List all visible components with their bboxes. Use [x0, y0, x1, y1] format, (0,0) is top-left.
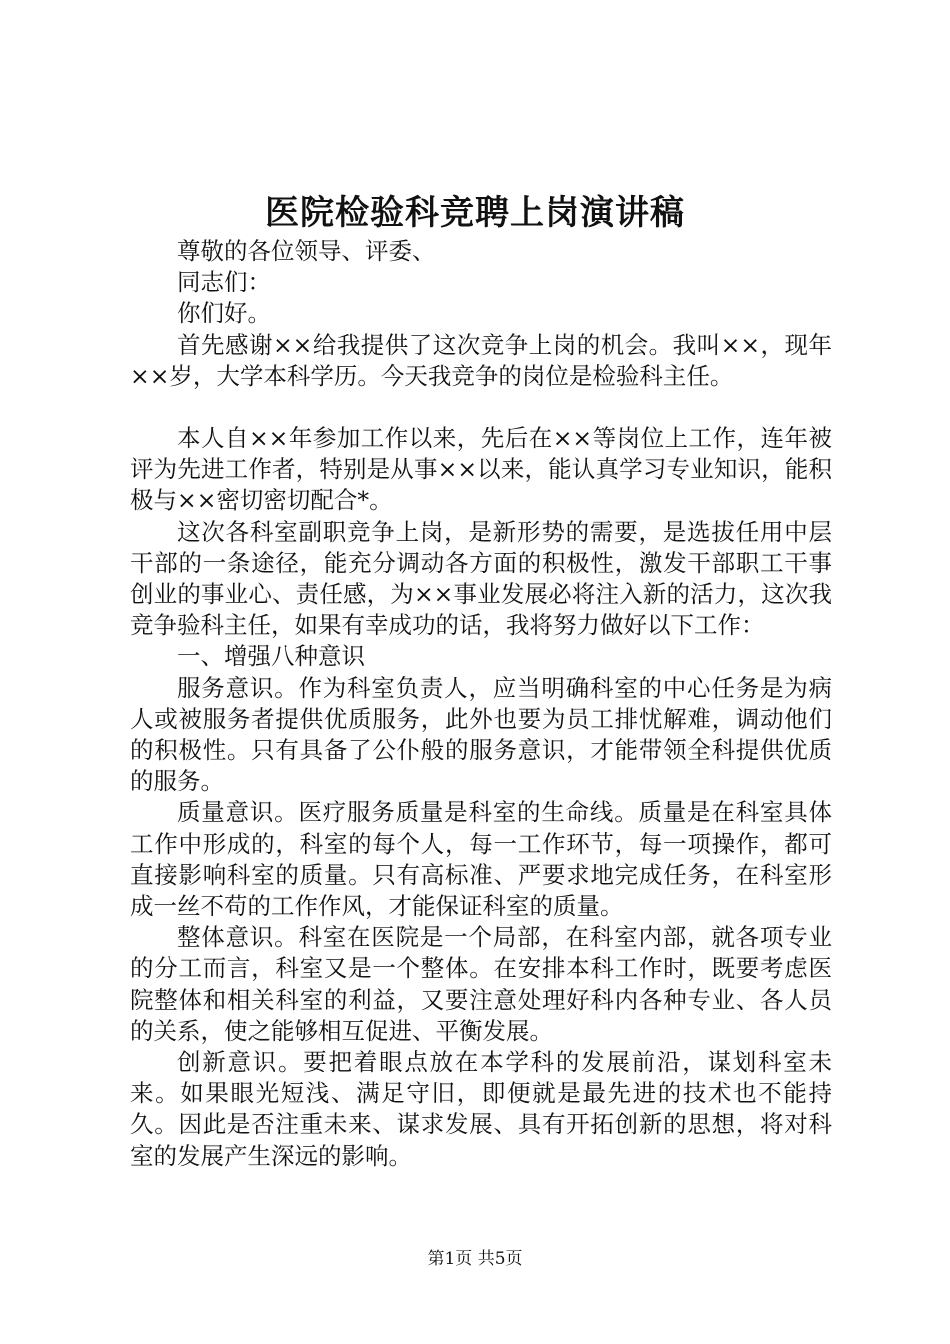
document-title: 医院检验科竞聘上岗演讲稿 — [265, 193, 685, 233]
paragraph-purpose: 这次各科室副职竞争上岗，是新形势的需要，是选拔任用中层干部的一条途径，能充分调动各方面的积极性，激发干部职工干事创业的事业心、责任感，为××事业发展必将注入新的活力，这次我竞争验科主任，如果有幸成功的话，我将努力做好以下工作： — [130, 517, 832, 640]
paragraph-salutation-2: 同志们： — [177, 268, 271, 297]
document-body — [130, 236, 832, 1172]
paragraph-intro: 首先感谢××给我提供了这次竞争上岗的机会。我叫××，现年××岁，大学本科学历。今天我竞争的岗位是检验科主任。 — [130, 330, 832, 390]
page-footer: 第1页 共5页 — [427, 1249, 523, 1269]
paragraph-overall: 整体意识。科室在医院是一个局部，在科室内部，就各项专业的分工而言，科室又是一个整体。在安排本科工作时，既要考虑医院整体和相关科室的利益，又要注意处理好科内各种专业、各人员的关系，使之能够相互促进、平衡发展。 — [130, 923, 832, 1045]
paragraph-experience: 本人自××年参加工作以来，先后在××等岗位上工作，连年被评为先进工作者，特别是从事××以来，能认真学习专业知识，能积极与××密切密切配合*。 — [130, 424, 832, 515]
paragraph-innovation: 创新意识。要把着眼点放在本学科的发展前沿，谋划科室未来。如果眼光短浅、满足守旧，即便就是最先进的技术也不能持久。因此是否注重未来、谋求发展、具有开拓创新的思想，将对科室的发展产生深远的影响。 — [130, 1048, 832, 1170]
paragraph-quality: 质量意识。医疗服务质量是科室的生命线。质量是在科室具体工作中形成的，科室的每个人，每一工作环节，每一项操作，都可直接影响科室的质量。只有高标准、严要求地完成任务，在科室形成一丝不苟的工作作风，才能保证科室的质量。 — [130, 798, 832, 921]
paragraph-greeting: 你们好。 — [177, 299, 271, 328]
paragraph-service: 服务意识。作为科室负责人，应当明确科室的中心任务是为病人或被服务者提供优质服务，此外也要为员工排忧解难，调动他们的积极性。只有具备了公仆般的服务意识，才能带领全科提供优质的服务。 — [130, 673, 832, 796]
paragraph-salutation-1: 尊敬的各位领导、评委、 — [177, 237, 436, 265]
section-heading: 一、增强八种意识 — [177, 642, 365, 671]
